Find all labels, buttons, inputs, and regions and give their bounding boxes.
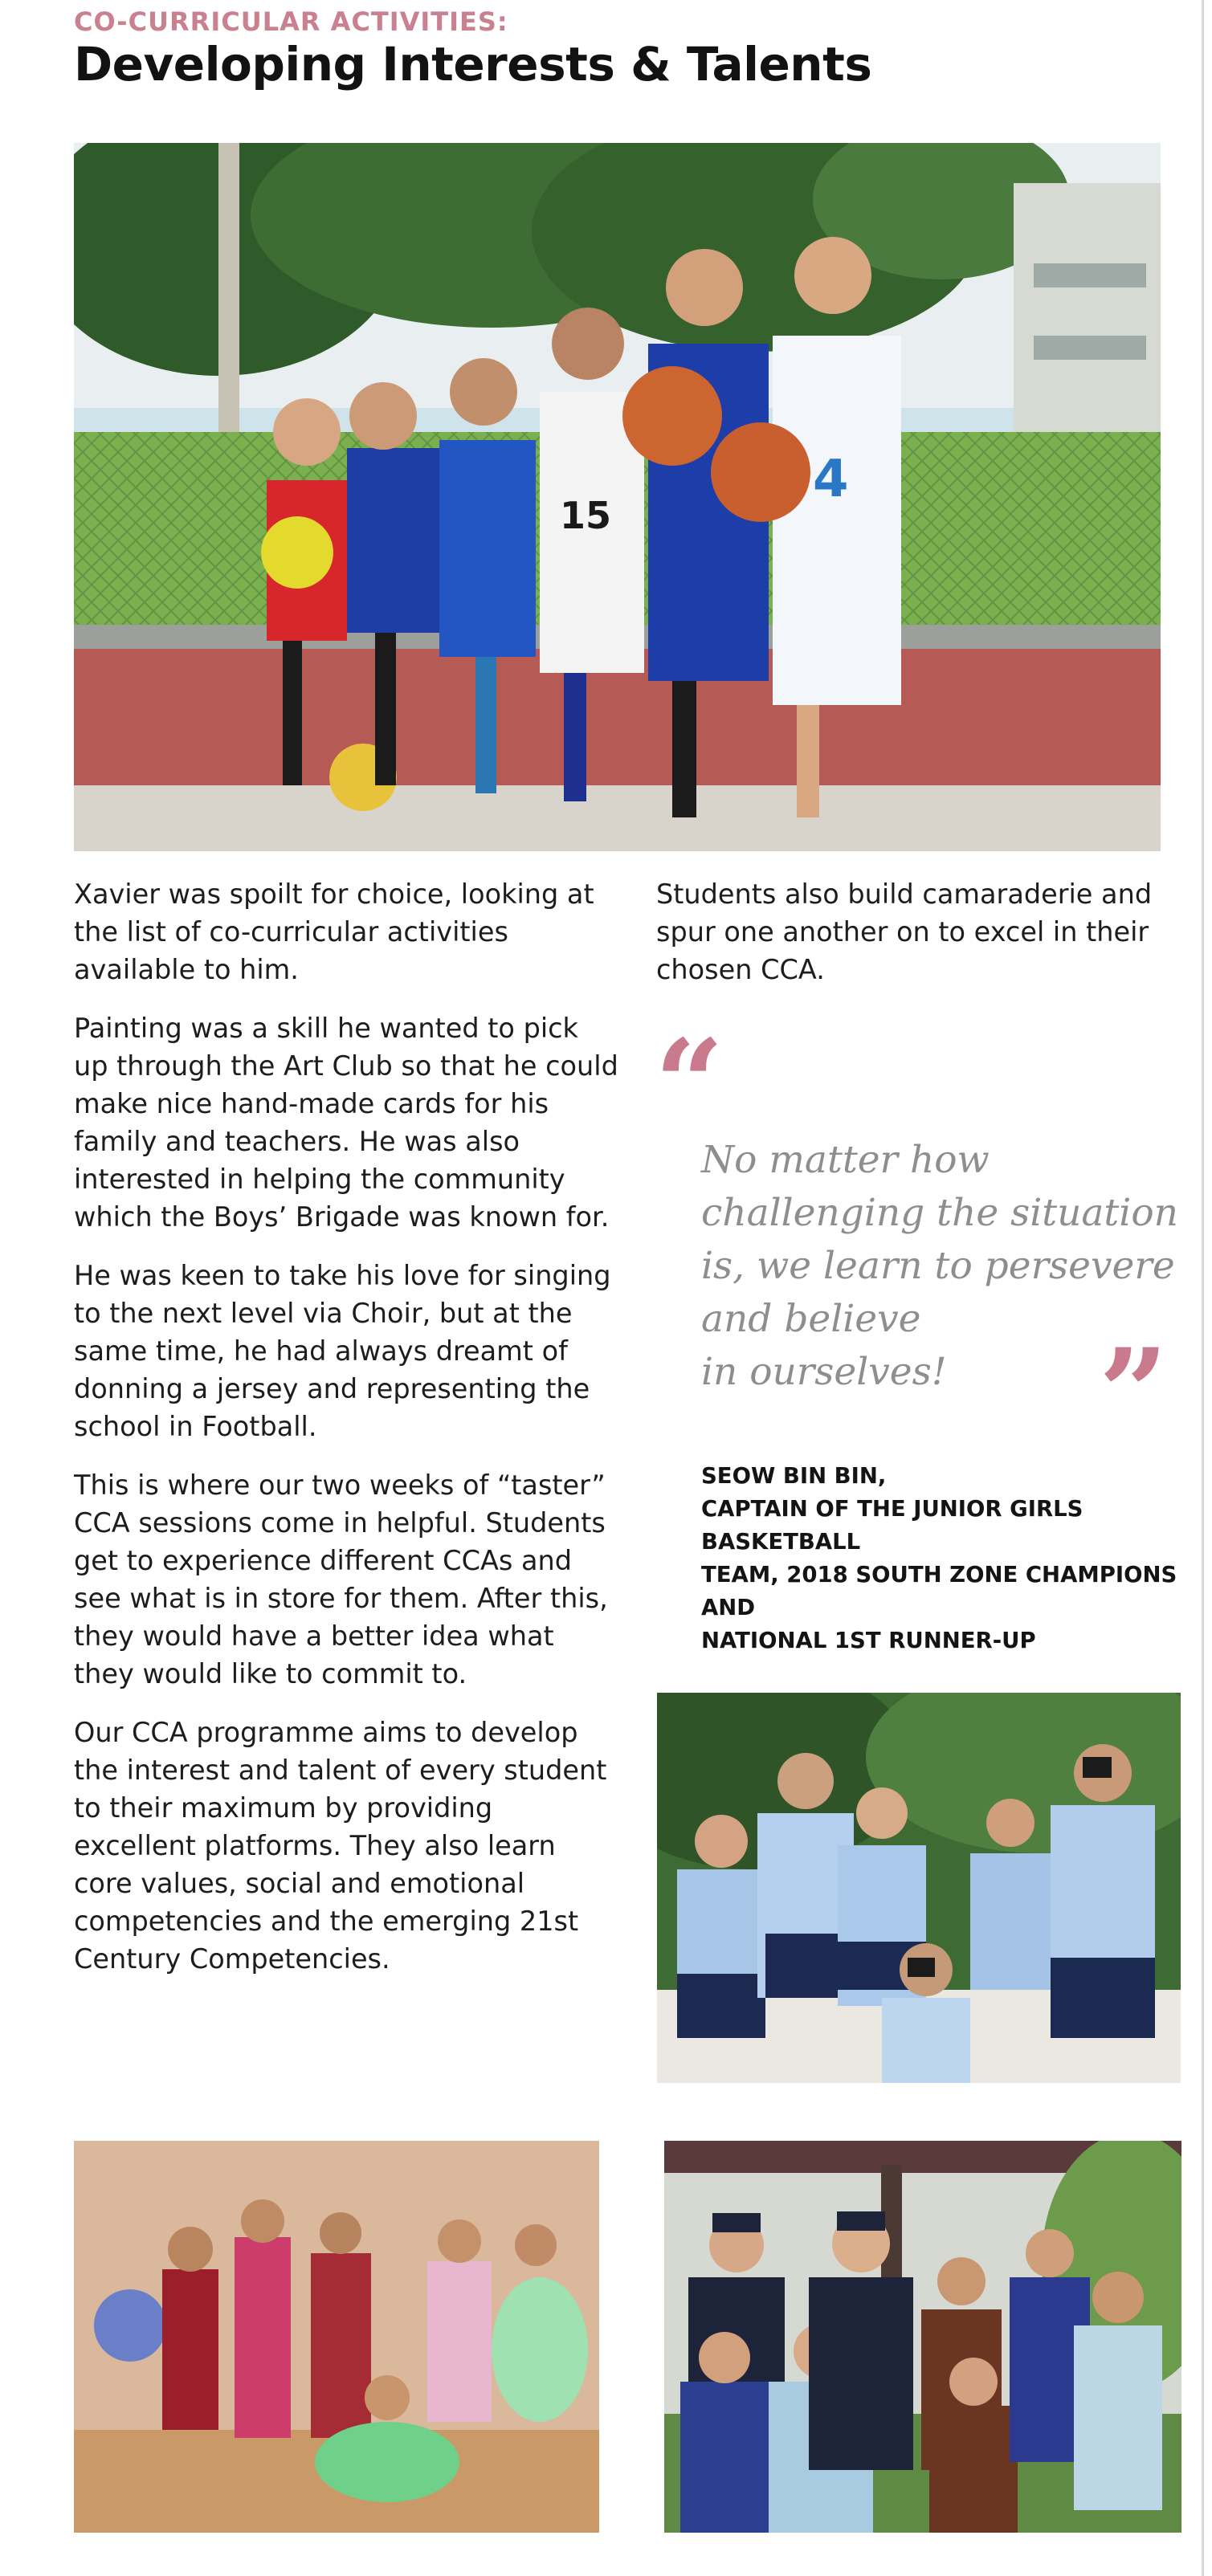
page-title: Developing Interests & Talents bbox=[74, 37, 872, 92]
uniformed-groups-photo bbox=[664, 2141, 1181, 2533]
photography-club-photo bbox=[657, 1693, 1181, 2083]
pull-quote: No matter how challenging the situation is, we learn to persevere and believe in ourselves! bbox=[701, 1138, 1178, 1394]
open-quote-icon: “ bbox=[655, 1024, 724, 1112]
quote-attribution: SEOW BIN BIN, CAPTAIN OF THE JUNIOR GIRLS BASKETBALL TEAM, 2018 SOUTH ZONE CHAMPIONS AND NATIONAL 1ST RUNNER-UP bbox=[701, 1463, 1177, 1653]
right-text-column bbox=[656, 875, 1170, 1009]
paragraph-3: He was keen to take his love for singing to the next level via Choir, but at the same time, he had always dreamt of donning a jersey and representing the school in Football. bbox=[74, 1260, 611, 1442]
right-intro-paragraph: Students also build camaraderie and spur one another on to excel in their chosen CCA. bbox=[656, 878, 1153, 985]
page-edge-rule bbox=[1202, 0, 1204, 2576]
paragraph-2: Painting was a skill he wanted to pick up through the Art Club so that he could make nice hand-made cards for his family and teachers. He was also interested in helping the community which the Boys’ Brigade was known for. bbox=[74, 1013, 618, 1233]
paragraph-4: This is where our two weeks of “taster” CCA sessions come in helpful. Students get to experience different CCAs and see what is in store for them. After this, they would have a better idea what they would like to commit to. bbox=[74, 1469, 608, 1689]
jersey-number-15: 15 bbox=[560, 494, 612, 537]
close-quote-icon: ” bbox=[1099, 1333, 1169, 1421]
paragraph-1: Xavier was spoilt for choice, looking at the list of co-curricular activities available to him. bbox=[74, 878, 594, 985]
dance-group-photo bbox=[74, 2141, 599, 2533]
hero-sports-photo bbox=[74, 143, 1161, 851]
section-kicker: CO-CURRICULAR ACTIVITIES: bbox=[74, 6, 508, 37]
left-text-column bbox=[74, 875, 620, 1999]
jersey-number-4: 4 bbox=[813, 450, 849, 509]
paragraph-5: Our CCA programme aims to develop the interest and talent of every student to their maximum by providing excellent platforms. They also learn core values, social and emotional competencies and the emerging 21st Century Competencies. bbox=[74, 1717, 607, 1975]
